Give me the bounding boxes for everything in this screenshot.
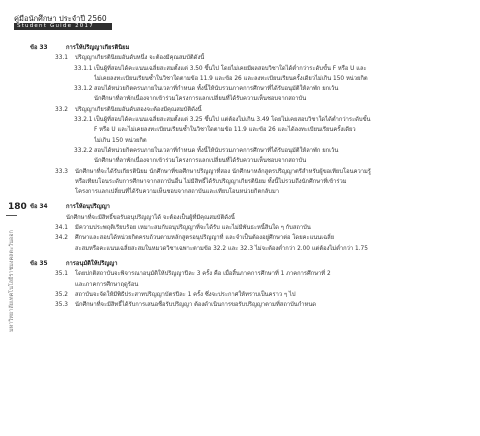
clause-text: มีความประพฤติเรียบร้อย เหมาะสมกับอนุปริญญาที่จะได้รับ และไม่มีพันธะหนี้สินใด ๆ กับสถาบัน: [75, 225, 311, 232]
subclause-text: ไม่เคยลงทะเบียนเรียนซ้ำในวิชาใดตามข้อ 11.9 และข้อ 26 และลงทะเบียนเรียนครั้งเดียวไม่เกิน 150 หน่วยกิต: [94, 75, 368, 82]
clause-number: 35.2: [55, 291, 68, 298]
subclause-text: สอบได้หน่วยกิตครบภายในเวลาที่กำหนด ทั้งนี้ให้นับรวมภาคการศึกษาที่ได้รับอนุมัติให้ลาพัก ยกเว้น: [94, 86, 339, 93]
subclause-line: [30, 146, 470, 156]
subclause-continuation: [30, 156, 470, 166]
subclause-text: เป็นผู้ที่สอบได้คะแนนเฉลี่ยสะสมตั้งแต่ 3.50 ขึ้นไป โดยไม่เคยมีผลสอบวิชาใดได้ต่ำกว่าระดับขั้น F หรือ U และ: [94, 65, 367, 72]
clause-continuation: [30, 177, 470, 187]
article-heading: [30, 43, 470, 53]
clause-text: ปริญญาเกียรตินิยมอันดับหนึ่ง จะต้องมีคุณสมบัติดังนี้: [75, 55, 205, 62]
clause-number: 34.2: [55, 235, 68, 242]
clause-number: 33.2: [55, 106, 68, 113]
article-title: การอนุมัติให้ปริญญา: [66, 260, 118, 267]
clause-text: สถาบันจะจัดให้มีพิธีประสาทปริญญาบัตรปีละ 1 ครั้ง ซึ่งจะประกาศให้ทราบเป็นคราว ๆ ไป: [75, 291, 296, 298]
clause-text: นักศึกษาที่จะมีสิทธิ์ได้รับการเสนอชื่อรับปริญญา ต้องดำเนินการขอรับปริญญาตามที่สถาบันกำหนด: [75, 302, 317, 309]
clause-number: 35.1: [55, 271, 68, 278]
article-title: การให้อนุปริญญา: [66, 204, 110, 211]
article-number: ข้อ 35: [30, 260, 48, 267]
subclause-continuation: [30, 74, 470, 84]
clause-number: 35.3: [55, 302, 68, 309]
clause-continuation: [30, 244, 470, 254]
subclause-number: 33.2.2: [74, 147, 93, 154]
clause-number: 34.1: [55, 225, 68, 232]
subclause-line: [30, 84, 470, 94]
subclause-text: F หรือ U และไม่เคยลงทะเบียนเรียนซ้ำในวิชาใดตามข้อ 11.9 และข้อ 26 และได้ลงทะเบียนเรียนครั้งเดียว: [94, 127, 356, 134]
clause-number: 33.3: [55, 168, 68, 175]
clause-continuation: [30, 280, 470, 290]
subclause-text: นักศึกษาที่ลาพักเนื่องจากเข้าร่วมโครงการแลกเปลี่ยนที่ได้รับความเห็นชอบจากสถาบัน: [94, 158, 307, 165]
clause-number: 33.1: [55, 55, 68, 62]
subclause-number: 33.1.2: [74, 86, 93, 93]
clause-line: [30, 53, 470, 63]
subclause-text: ไม่เกิน 150 หน่วยกิต: [94, 137, 147, 144]
subclause-continuation: [30, 136, 470, 146]
header-title: คู่มือนักศึกษา ประจำปี 2560: [14, 14, 107, 23]
subclause-number: 33.2.1: [74, 117, 93, 124]
subclause-line: [30, 64, 470, 74]
article-intro: [30, 213, 470, 223]
subclause-number: 33.1.1: [74, 65, 93, 72]
clause-text: โครงการแลกเปลี่ยนที่ได้รับความเห็นชอบจากสถาบันและเทียบโอนหน่วยกิตกลับมา: [75, 189, 280, 196]
running-side-text: มหาวิทยาลัยเทคโนโลยีราชมงคลตะวันออก: [9, 230, 15, 332]
subclause-text: นักศึกษาที่ลาพักเนื่องจากเข้าร่วมโครงการแลกเปลี่ยนที่ได้รับความเห็นชอบจากสถาบัน: [94, 96, 307, 103]
side-divider: [6, 215, 17, 216]
clause-text: ศึกษาและสอบได้หน่วยกิตครบถ้วนตามหลักสูตรอนุปริญญาที่ และจำเป็นต้องอยู่ศึกษาต่อ โดยคะแนนเฉลี่ย: [75, 235, 335, 242]
clause-line: [30, 105, 470, 115]
article-heading: [30, 259, 470, 269]
clause-text: สะสมหรือคะแนนเฉลี่ยสะสมในหมวดวิชาเฉพาะตามข้อ 32.2 และ 32.3 ไม่จะต้องต่ำกว่า 2.00 แต่ต้องไม่ต่ำกว่า 1.75: [75, 245, 368, 252]
subclause-text: สอบได้หน่วยกิตครบภายในเวลาที่กำหนด ทั้งนี้ให้นับรวมภาคการศึกษาที่ได้รับอนุมัติให้ลาพัก ยกเว้น: [94, 147, 339, 154]
document-body: [30, 42, 470, 310]
clause-line: [30, 300, 470, 310]
clause-line: [30, 290, 470, 300]
header-band: Student Guide 2017: [14, 23, 112, 30]
page-number: 180: [8, 202, 27, 212]
clause-line: [30, 167, 470, 177]
subclause-continuation: [30, 94, 470, 104]
clause-text: หรือเทียบโอนระดับการศึกษาจากสถาบันอื่น ไม่มีสิทธิ์ได้รับปริญญาเกียรตินิยม ทั้งนี้ไม่รวมถึงนักศึกษาที่เข้าร่วม: [75, 178, 347, 185]
clause-line: [30, 269, 470, 279]
clause-line: [30, 233, 470, 243]
clause-text: โดยปกติสถาบันจะพิจารณาอนุมัติให้ปริญญาปีละ 3 ครั้ง คือ เมื่อสิ้นภาคการศึกษาที่ 1 ภาคการศึกษาที่ 2: [75, 271, 331, 278]
subclause-continuation: [30, 125, 470, 135]
clause-text: นักศึกษาที่จะได้รับเกียรตินิยม นักศึกษาที่ขอศึกษาปริญญาที่สอง นักศึกษาหลักสูตรปริญญาตรีสำหรับผู้ขอเทียบโอนความรู้: [75, 168, 371, 175]
subclause-line: [30, 115, 470, 125]
article-intro-text: นักศึกษาที่จะมีสิทธิ์ขอรับอนุปริญญาได้ จะต้องเป็นผู้ที่มีคุณสมบัติดังนี้: [66, 214, 235, 221]
article-number: ข้อ 33: [30, 45, 48, 51]
clause-continuation: [30, 187, 470, 197]
article-number: ข้อ 34: [30, 204, 48, 211]
article-heading: [30, 202, 470, 212]
subclause-text: เป็นผู้ที่สอบได้คะแนนเฉลี่ยสะสมตั้งแต่ 3.25 ขึ้นไป แต่ต้องไม่เกิน 3.49 โดยไม่เคยสอบวิชาใดได้ต่ำกว่าระดับขั้น: [94, 117, 371, 124]
clause-text: และภาคการศึกษาฤดูร้อน: [75, 281, 139, 288]
clause-line: [30, 223, 470, 233]
article-title: การให้ปริญญาเกียรตินิยม: [66, 45, 130, 51]
clause-text: ปริญญาเกียรตินิยมอันดับสองจะต้องมีคุณสมบัติดังนี้: [75, 106, 202, 113]
